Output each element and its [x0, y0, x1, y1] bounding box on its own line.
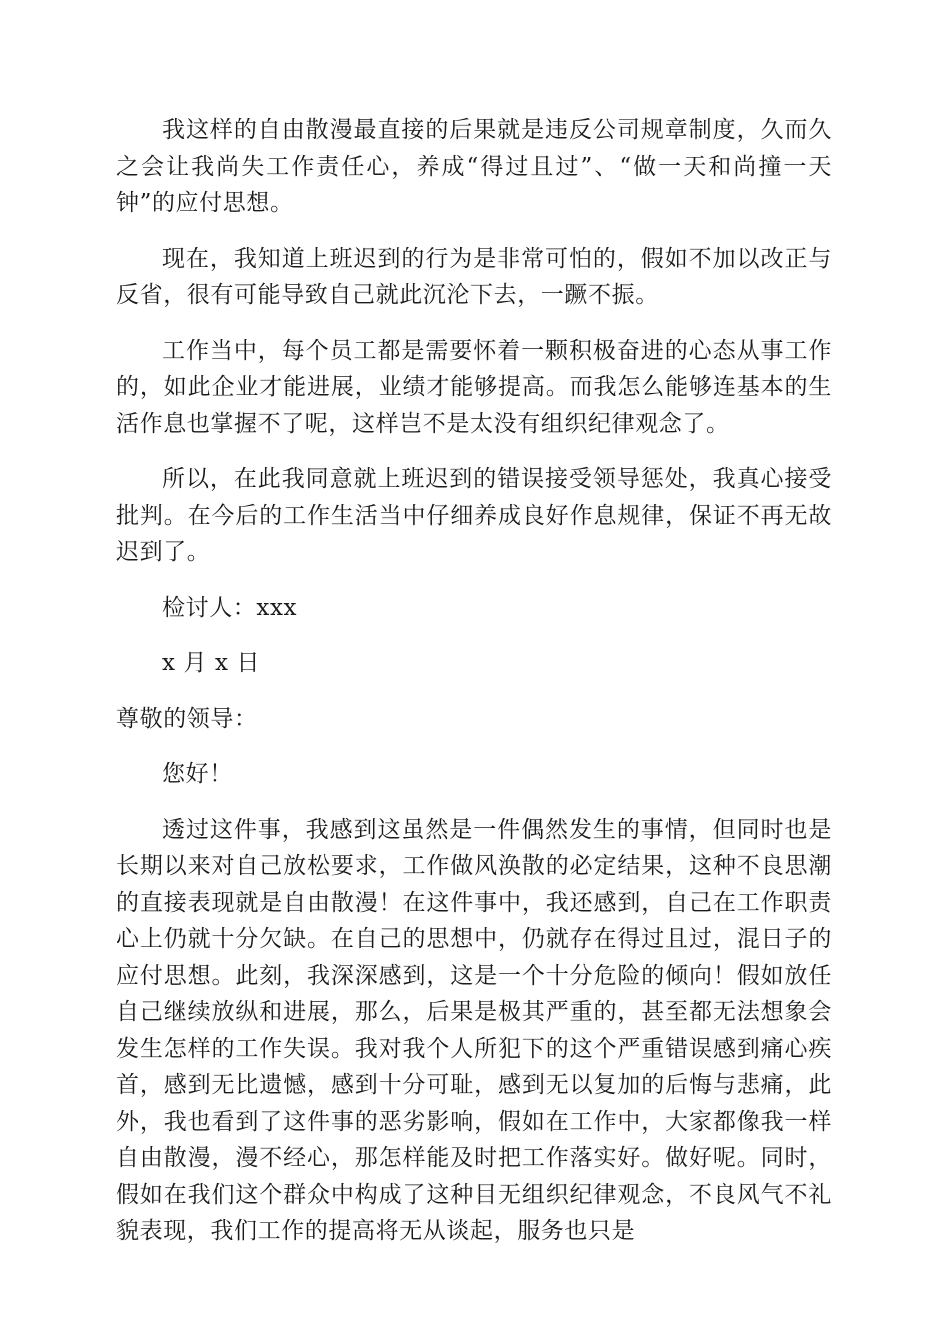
paragraph-consequence: 我这样的自由散漫最直接的后果就是违反公司规章制度，久而久之会让我尚失工作责任心，养成“得过且过”、“做一天和尚撞一天钟”的应付思想。 — [116, 117, 832, 216]
paragraph-acceptance: 所以，在此我同意就上班迟到的错误接受领导惩处，我真心接受批判。在今后的工作生活当中仔细养成良好作息规律，保证不再无故迟到了。 — [116, 466, 832, 565]
paragraph-body: 透过这件事，我感到这虽然是一件偶然发生的事情，但同时也是长期以来对自己放松要求，工作做风涣散的必定结果，这种不良思潮的直接表现就是自由散漫！在这件事中，我还感到，自己在工作职责心上仍就十分欠缺。在自己的思想中，仍就存在得过且过，混日子的应付思想。此刻，我深深感到，这是一个十分危险的倾向！假如放任自己继续放纵和进展，那么，后果是极其严重的，甚至都无法想象会发生怎样的工作失误。我对我个人所犯下的这个严重错误感到痛心疾首，感到无比遗憾，感到十分可耻，感到无以复加的后悔与悲痛，此外，我也看到了这件事的恶劣影响，假如在工作中，大家都像我一样自由散漫，漫不经心，那怎样能及时把工作落实好。做好呢。同时，假如在我们这个群众中构成了这种目无组织纪律观念，不良风气不礼貌表现，我们工作的提高将无从谈起，服务也只是 — [116, 816, 832, 1244]
greeting: 您好！ — [162, 761, 233, 787]
document-page — [116, 112, 832, 1269]
paragraph-work-attitude: 工作当中，每个员工都是需要怀着一颗积极奋进的心态从事工作的，如此企业才能进展，业绩才能够提高。而我怎么能够连基本的生活作息也掌握不了呢，这样岂不是太没有组织纪律观念了。 — [116, 337, 832, 437]
paragraph-realization: 现在，我知道上班迟到的行为是非常可怕的，假如不加以改正与反省，很有可能导致自己就此沉沦下去，一蹶不振。 — [116, 245, 832, 308]
salutation: 尊敬的领导： — [116, 705, 258, 732]
date-line: x 月 x 日 — [162, 650, 261, 676]
signer-line: 检讨人：xxx — [162, 594, 298, 621]
